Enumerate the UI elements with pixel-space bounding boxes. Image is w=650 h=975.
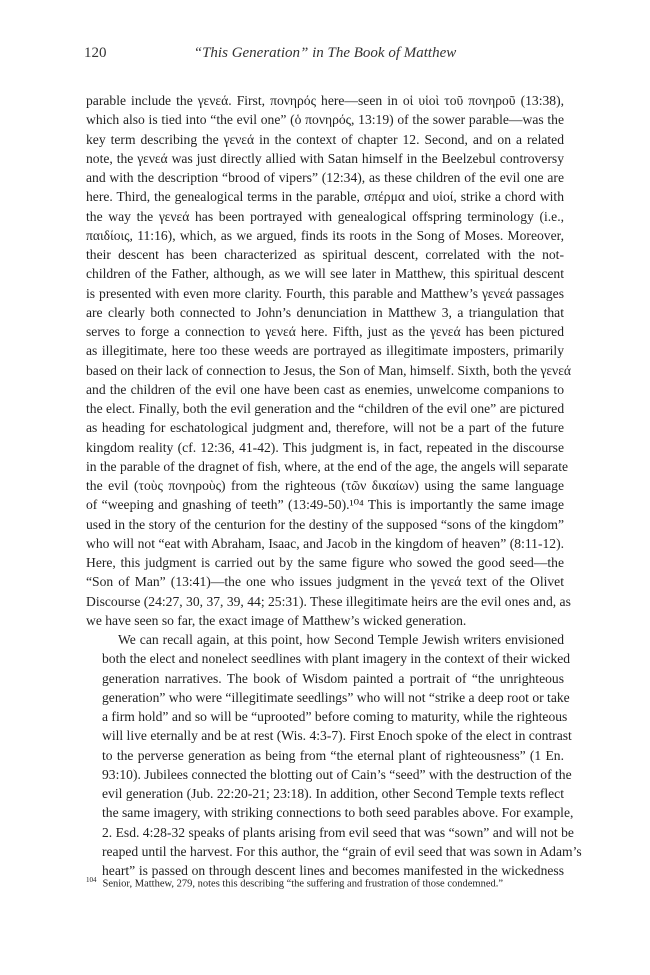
- page-number: 120: [84, 45, 107, 61]
- text-line: serves to forge a connection to γενεά here. Fifth, just as the γενεά has been pictured: [86, 324, 564, 339]
- text-line: We can recall again, at this point, how Second Temple Jewish writers envisioned: [118, 632, 564, 647]
- text-line: note, the γενεά was just directly allied with Satan himself in the Beelzebul controversy: [86, 150, 564, 166]
- text-line: and the children of the evil one have been cast as enemies, unwelcome companions to: [86, 381, 564, 397]
- text-line: in the parable of the dragnet of fish, where, at the end of the age, the angels will separate: [86, 458, 569, 474]
- text-line: reaped until the harvest. For this author, the “grain of evil seed that was sown in Adam’s: [102, 843, 582, 859]
- text-line: the same imagery, with striking connections to both seed parables above. For example,: [102, 805, 574, 821]
- text-line: of “weeping and gnashing of teeth” (13:49-50).¹⁰⁴ This is importantly the same image: [86, 497, 564, 513]
- running-head: “This Generation” in The Book of Matthew: [193, 45, 457, 61]
- text-line: 93:10). Jubilees connected the blotting out of Cain’s “seed” with the destruction of the: [102, 766, 572, 782]
- text-line: we have seen so far, the exact image of Matthew’s wicked generation.: [86, 612, 467, 628]
- paragraph-2: [86, 630, 582, 880]
- text-line: key term describing the γενεά in the context of chapter 12. Second, and on a related: [86, 131, 564, 147]
- text-line: both the elect and nonelect seedlines with plant imagery in the context of their wicked: [102, 651, 571, 667]
- text-line: to the perverse generation as being from “the eternal plant of righteousness” (1 En.: [102, 747, 564, 763]
- text-line: their descent has been characterized as spiritual descent, correlated with the not-: [86, 247, 564, 262]
- footnote: [86, 873, 564, 892]
- text-line: based on their lack of connection to Jesus, the Son of Man, himself. Sixth, both the γενεά: [86, 362, 572, 378]
- text-line: here. Third, the genealogical terms in the parable, σπέρμα and υἱοί, strike a chord with: [86, 189, 564, 205]
- text-line: used in the story of the centurion for the destiny of the supposed “sons of the kingdom”: [86, 516, 564, 532]
- text-line: παιδίοις, 11:16), which, as we argued, finds its roots in the Song of Moses. Moreover,: [86, 227, 564, 243]
- text-line: 2. Esd. 4:28-32 speaks of plants arising from evil seed that was “sown” and will not be: [102, 824, 574, 840]
- text-line: Here, this judgment is carried out by the same figure who sowed the good seed—the: [86, 555, 564, 570]
- footnote-number: 104: [86, 876, 97, 884]
- text-line: are clearly both connected to John’s denunciation in Matthew 3, a triangulation that: [86, 304, 564, 320]
- footnote-text: Senior, Matthew, 279, notes this describing “the suffering and frustration of those condemned.”: [102, 878, 504, 890]
- text-line: a firm hold” and so will be “uprooted” before coming to maturity, while the righteous: [102, 709, 568, 724]
- text-line: as illegitimate, here too these weeds are portrayed as illegitimate imposters, primarily: [86, 343, 564, 359]
- text-line: kingdom reality (cf. 12:36, 41-42). This judgment is, in fact, repeated in the discourse: [86, 439, 564, 455]
- text-line: which also is tied into “the evil one” (ὁ πονηρός, 13:19) of the sower parable—was the: [86, 112, 564, 128]
- body-text: [86, 91, 582, 880]
- text-line: children of the Father, although, as we will see later in Matthew, this spiritual descent: [86, 266, 564, 282]
- page-header: [84, 44, 566, 62]
- text-line: the way the γενεά has been portrayed with genealogical offspring terminology (i.e.,: [86, 208, 564, 224]
- text-line: Discourse (24:27, 30, 37, 39, 44; 25:31). These illegitimate heirs are the evil ones and, as: [86, 593, 571, 609]
- text-line: the evil (τοὺς πονηροὺς) from the righteous (τῶν δικαίων) using the same language: [86, 478, 564, 493]
- text-line: who will not “eat with Abraham, Isaac, and Jacob in the kingdom of heaven” (8:11-12).: [86, 535, 564, 551]
- text-line: “Son of Man” (13:41)—the one who issues judgment in the γενεά text of the Olivet: [86, 574, 564, 590]
- text-line: parable include the γενεά. First, πονηρός here—seen in οἱ υἱοὶ τοῦ πονηροῦ (13:38),: [86, 93, 564, 108]
- text-line: will live eternally and be at rest (Wis. 4:3-7). First Enoch spoke of the elect in contrast: [102, 728, 572, 744]
- text-line: the elect. Finally, both the evil generation and the “children of the evil one” are pictured: [86, 401, 565, 416]
- paragraph-1: [86, 91, 572, 630]
- text-line: heart” is passed on through descent lines and becomes manifested in the wickedness: [102, 863, 564, 878]
- text-line: and with the description “brood of vipers” (12:34), as these children of the evil one are: [86, 170, 564, 185]
- text-line: evil generation (Jub. 22:20-21; 23:18). In addition, other Second Temple texts reflect: [102, 786, 564, 801]
- text-line: generation narratives. The book of Wisdom painted a portrait of “the unrighteous: [102, 670, 564, 686]
- text-line: as heading for eschatological judgment and, therefore, will not be a part of the future: [86, 420, 564, 436]
- text-line: generation” who were “illegitimate seedlings” who will not “strike a deep root or take: [102, 689, 570, 705]
- text-line: is presented with even more clarity. Fourth, this parable and Matthew’s γενεά passages: [86, 285, 564, 301]
